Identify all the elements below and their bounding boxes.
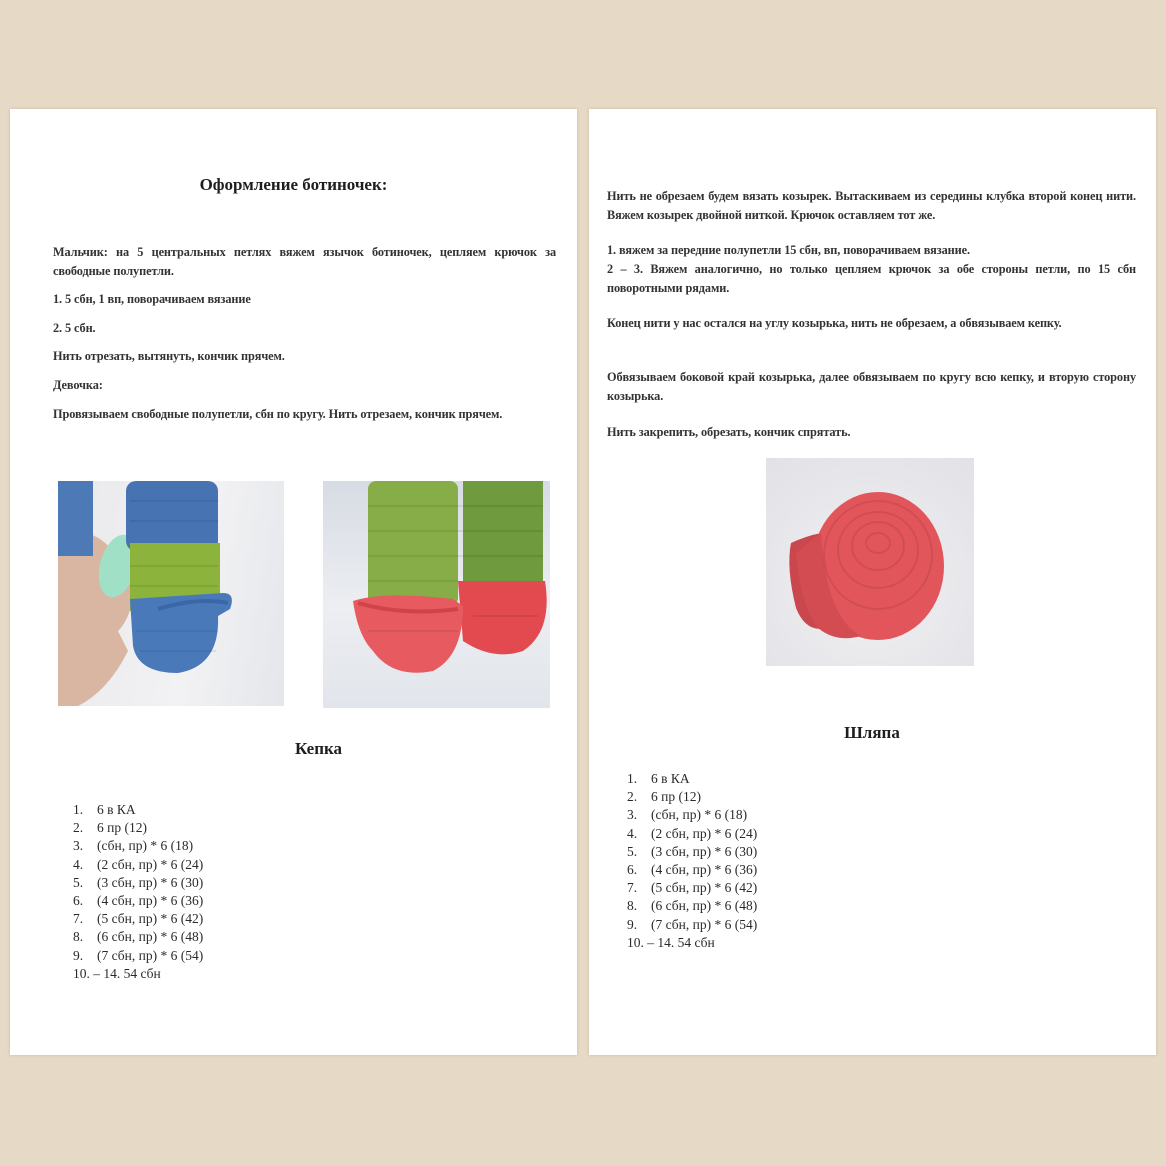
- cap-title: Кепка: [294, 739, 343, 758]
- list-item: 1. 6 в КА: [627, 771, 690, 786]
- visor-intro: Нить не обрезаем будем вязать козырек. Вытаскиваем из середины клубка второй конец нити. Вяжем козырек двойной ниткой. Крючок оставляем тот же.: [607, 189, 1136, 222]
- list-item: 2. 6 пр (12): [627, 789, 701, 805]
- boy-finish: Нить отрезать, вытянуть, кончик прячем.: [53, 349, 285, 363]
- list-item: 6. (4 сбн, пр) * 6 (36): [627, 862, 758, 878]
- list-item: 4. (2 сбн, пр) * 6 (24): [627, 825, 758, 841]
- list-item: 3. (сбн, пр) * 6 (18): [627, 807, 748, 823]
- list-item: 6. (4 сбн, пр) * 6 (36): [73, 893, 204, 909]
- list-item: 9. (7 сбн, пр) * 6 (54): [627, 916, 758, 932]
- edge-around: Обвязываем боковой край козырька, далее обвязываем по кругу всю кепку, и вторую сторону козырька.: [607, 370, 1136, 403]
- list-item: 8. (6 сбн, пр) * 6 (48): [627, 898, 758, 914]
- boy-row-1: 1. 5 сбн, 1 вп, поворачиваем вязание: [53, 292, 251, 306]
- list-item: 5. (3 сбн, пр) * 6 (30): [73, 874, 204, 890]
- cap-steps-list: [73, 801, 203, 983]
- visor-rows-2-3: 2 – 3. Вяжем аналогично, но только цепляем крючок за обе стороны петли, по 15 сбн поворотными рядами.: [607, 262, 1136, 295]
- boy-boot-image: [58, 481, 284, 706]
- finish-instructions: Нить закрепить, обрезать, кончик спрятать.: [607, 425, 851, 439]
- red-cap-image: [766, 458, 974, 666]
- list-item: 8. (6 сбн, пр) * 6 (48): [73, 929, 204, 945]
- list-item: 1. 6 в КА: [73, 802, 136, 817]
- boots-title: Оформление ботиночек:: [199, 175, 388, 194]
- list-item: 7. (5 сбн, пр) * 6 (42): [73, 911, 204, 927]
- left-page: [10, 109, 577, 1055]
- girl-instructions: Провязываем свободные полупетли, сбн по кругу. Нить отрезаем, кончик прячем.: [53, 407, 503, 421]
- list-item: 4. (2 сбн, пр) * 6 (24): [73, 856, 204, 872]
- boy-row-2: 2. 5 сбн.: [53, 321, 96, 335]
- hat-title: Шляпа: [844, 723, 900, 742]
- edge-instructions: Конец нити у нас остался на углу козырька, нить не обрезаем, а обвязываем кепку.: [607, 316, 1062, 330]
- list-item: 3. (сбн, пр) * 6 (18): [73, 838, 194, 854]
- list-item: 10. – 14. 54 сбн: [627, 934, 715, 950]
- girl-boot-photo: [323, 481, 550, 708]
- visor-row-1: 1. вяжем за передние полупетли 15 сбн, вп, поворачиваем вязание.: [607, 243, 970, 257]
- red-cap-photo: [766, 458, 974, 666]
- list-item: 5. (3 сбн, пр) * 6 (30): [627, 843, 758, 859]
- girl-label: Девочка:: [53, 378, 103, 392]
- list-item: 2. 6 пр (12): [73, 820, 147, 836]
- list-item: 10. – 14. 54 сбн: [73, 965, 161, 981]
- right-page: [589, 109, 1156, 1055]
- girl-boot-image: [323, 481, 550, 708]
- list-item: 9. (7 сбн, пр) * 6 (54): [73, 947, 204, 963]
- hat-steps-list: [627, 770, 757, 952]
- boy-instructions: Мальчик: на 5 центральных петлях вяжем язычок ботиночек, цепляем крючок за свободные полупетли.: [53, 245, 556, 278]
- boy-boot-photo: [58, 481, 284, 706]
- list-item: 7. (5 сбн, пр) * 6 (42): [627, 880, 758, 896]
